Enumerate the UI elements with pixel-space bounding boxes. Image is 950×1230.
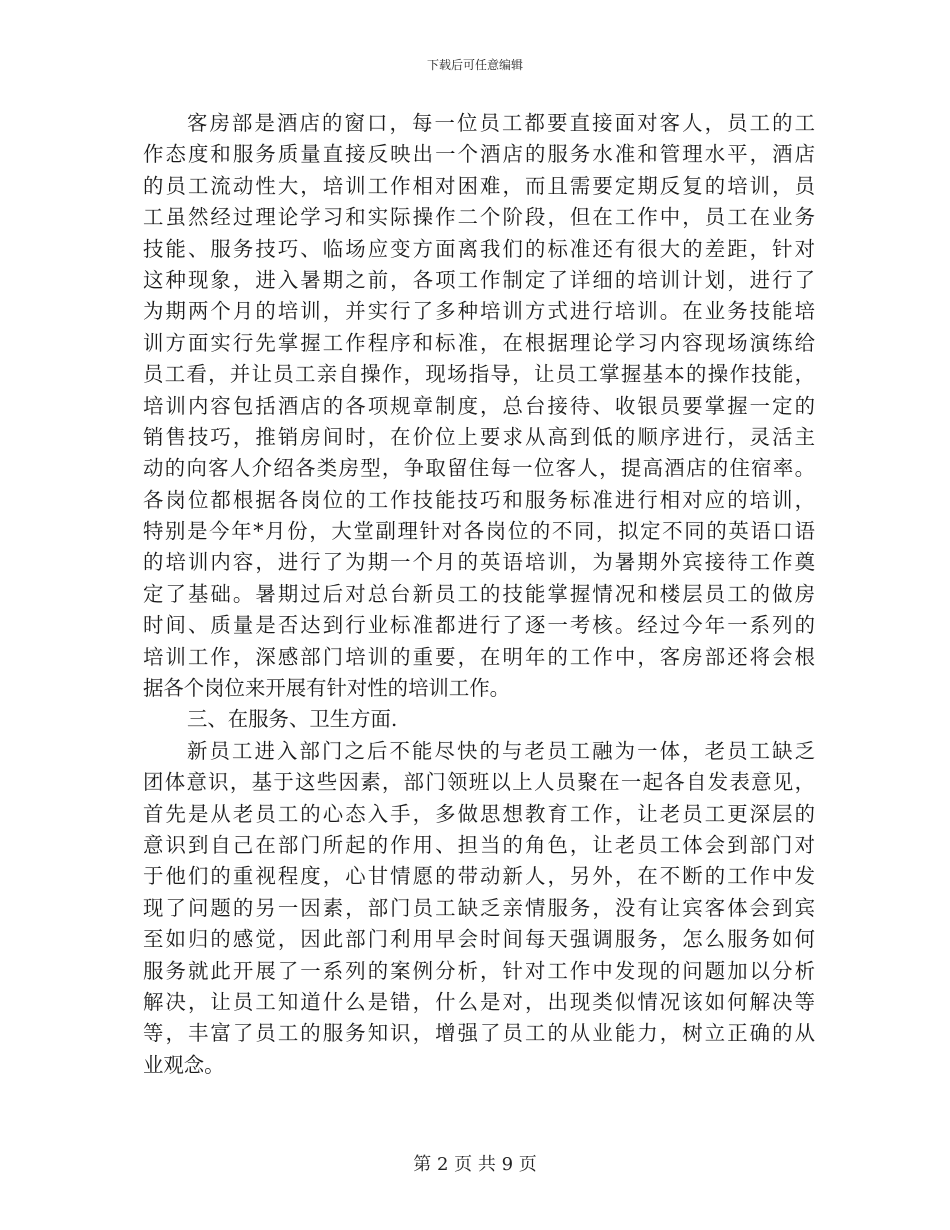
paragraph-1-line: 动的向客人介绍各类房型，争取留住每一位客人，提高酒店的住宿率。 xyxy=(143,456,815,481)
paragraph-1-line: 这种现象，进入暑期之前，各项工作制定了详细的培训计划，进行了 xyxy=(143,267,815,292)
paragraph-2-line: 服务就此开展了一系列的案例分析，针对工作中发现的问题加以分析 xyxy=(143,958,815,983)
section-heading: 三、在服务、卫生方面. xyxy=(187,707,398,732)
paragraph-1-line: 为期两个月的培训，并实行了多种培训方式进行培训。在业务技能培 xyxy=(143,299,815,324)
paragraph-1-line: 据各个岗位来开展有针对性的培训工作。 xyxy=(143,676,511,701)
paragraph-1-line: 各岗位都根据各岗位的工作技能技巧和服务标准进行相对应的培训， xyxy=(143,487,815,512)
paragraph-2-line: 现了问题的另一因素，部门员工缺乏亲情服务，没有让宾客体会到宾 xyxy=(143,895,815,920)
paragraph-1-line: 作态度和服务质量直接反映出一个酒店的服务水准和管理水平，酒店 xyxy=(143,142,815,167)
paragraph-2-line: 解决，让员工知道什么是错，什么是对，出现类似情况该如何解决等 xyxy=(143,989,815,1014)
paragraph-2-line: 意识到自己在部门所起的作用、担当的角色，让老员工体会到部门对 xyxy=(143,832,815,857)
paragraph-1-line: 员工看，并让员工亲自操作，现场指导，让员工掌握基本的操作技能， xyxy=(143,362,815,387)
document-body xyxy=(143,108,815,1081)
paragraph-1-line: 定了基础。暑期过后对总台新员工的技能掌握情况和楼层员工的做房 xyxy=(143,581,815,606)
paragraph-1-line: 训方面实行先掌握工作程序和标准，在根据理论学习内容现场演练给 xyxy=(143,330,815,355)
page-header-note: 下载后可任意编辑 xyxy=(426,58,523,72)
paragraph-2-line: 于他们的重视程度，心甘情愿的带动新人，另外，在不断的工作中发 xyxy=(143,864,815,889)
paragraph-1-line: 培训内容包括酒店的各项规章制度，总台接待、收银员要掌握一定的 xyxy=(143,393,815,418)
paragraph-2-line: 首先是从老员工的心态入手，多做思想教育工作，让老员工更深层的 xyxy=(143,801,815,826)
paragraph-1-line: 的培训内容，进行了为期一个月的英语培训，为暑期外宾接待工作奠 xyxy=(143,550,815,575)
paragraph-2-line: 等，丰富了员工的服务知识，增强了员工的从业能力，树立正确的从 xyxy=(143,1021,815,1046)
paragraph-1-line: 客房部是酒店的窗口，每一位员工都要直接面对客人，员工的工 xyxy=(187,111,815,135)
paragraph-2-line: 新员工进入部门之后不能尽快的与老员工融为一体，老员工缺乏 xyxy=(187,738,815,763)
paragraph-2-line: 业观念。 xyxy=(143,1052,225,1077)
paragraph-1-line: 工虽然经过理论学习和实际操作二个阶段，但在工作中，员工在业务 xyxy=(143,205,815,230)
paragraph-1-line: 特别是今年*月份，大堂副理针对各岗位的不同，拟定不同的英语口语 xyxy=(143,519,815,544)
paragraph-1-line: 技能、服务技巧、临场应变方面离我们的标准还有很大的差距，针对 xyxy=(143,236,815,261)
paragraph-1-line: 培训工作，深感部门培训的重要，在明年的工作中，客房部还将会根 xyxy=(143,644,815,669)
paragraph-1-line: 时间、质量是否达到行业标准都进行了逐一考核。经过今年一系列的 xyxy=(143,613,815,638)
paragraph-2-line: 团体意识，基于这些因素，部门领班以上人员聚在一起各自发表意见， xyxy=(143,770,815,795)
paragraph-1-line: 的员工流动性大，培训工作相对困难，而且需要定期反复的培训，员 xyxy=(143,173,815,198)
page-number-footer: 第 2 页 共 9 页 xyxy=(413,1154,537,1175)
paragraph-2-line: 至如归的感觉，因此部门利用早会时间每天强调服务，怎么服务如何 xyxy=(143,927,815,952)
paragraph-1-line: 销售技巧，推销房间时，在价位上要求从高到低的顺序进行，灵活主 xyxy=(143,424,815,449)
